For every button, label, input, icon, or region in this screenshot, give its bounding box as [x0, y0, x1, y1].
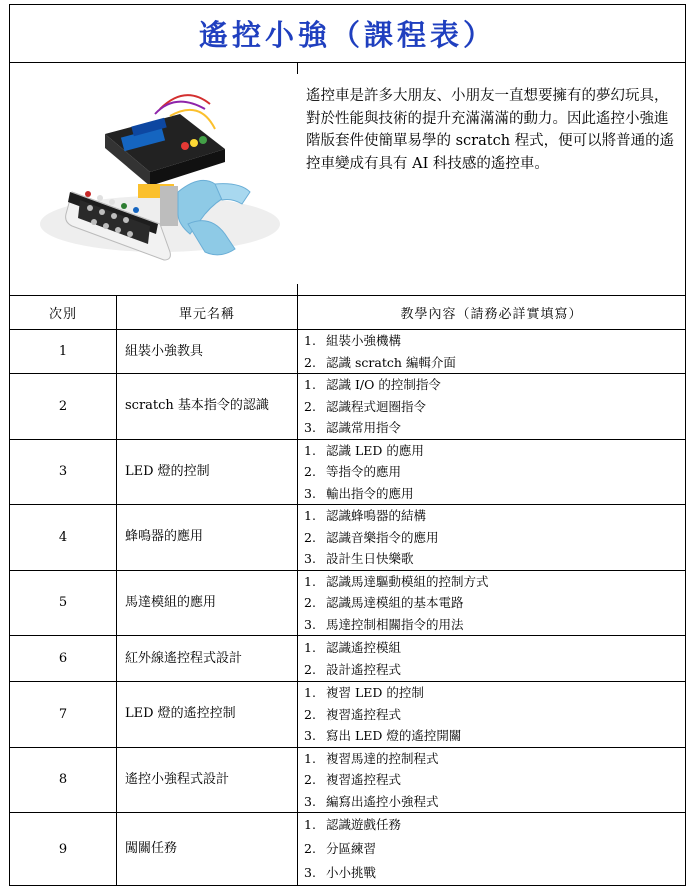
lesson-item: 1. 認識遊戲任務: [304, 817, 402, 832]
lesson-items: [298, 813, 686, 886]
row-number: 9: [10, 813, 117, 886]
intro-row: [10, 63, 686, 296]
row-number: 4: [10, 505, 117, 571]
lesson-items: [298, 570, 686, 636]
title-cell: [10, 5, 686, 63]
table-row: [10, 570, 686, 636]
lesson-item: 1. 認識馬達驅動模組的控制方式: [304, 573, 489, 589]
lesson-item: 1. 複習 LED 的控制: [304, 685, 424, 700]
header-row: [10, 296, 686, 330]
lesson-item: 1. 認識 I/O 的控制指令: [304, 377, 441, 392]
unit-name: 遙控小強程式設計: [117, 747, 298, 813]
unit-name: LED 燈的控制: [117, 439, 298, 505]
lesson-item: 2. 分區練習: [304, 841, 377, 856]
table-row: [10, 439, 686, 505]
lesson-item: 2. 複習遙控程式: [304, 772, 402, 787]
row-number: 2: [10, 374, 117, 440]
lesson-item: 2. 認識程式迴圈指令: [304, 398, 427, 414]
table-row: [10, 374, 686, 440]
table-row: [10, 813, 686, 886]
robot-car-photo: [10, 74, 298, 284]
lesson-items: [298, 439, 686, 505]
unit-name: 組裝小強教具: [117, 330, 298, 374]
lesson-item: 2. 複習遙控程式: [304, 706, 402, 722]
lesson-item: 1. 認識蜂鳴器的結構: [304, 508, 427, 523]
header-no: 次別: [10, 296, 117, 330]
row-number: 6: [10, 636, 117, 682]
intro-text: 遙控車是許多大朋友、小朋友一直想要擁有的夢幻玩具，對於性能與技術的提升充滿滿滿的動力。因此遙控小強進階版套件使簡單易學的 scratch 程式，便可以將普通的遙控車變成有具有 AI 科技感的遙控車。: [298, 63, 686, 296]
header-unit: 單元名稱: [117, 296, 298, 330]
lesson-items: [298, 747, 686, 813]
lesson-items: [298, 330, 686, 374]
header-content: 教學內容（請務必詳實填寫）: [298, 296, 686, 330]
unit-name: scratch 基本指令的認識: [117, 374, 298, 440]
table-row: [10, 747, 686, 813]
row-number: 7: [10, 682, 117, 748]
row-number: 3: [10, 439, 117, 505]
table-row: [10, 682, 686, 748]
lesson-item: 3. 認識常用指令: [304, 420, 402, 435]
lesson-item: 2. 認識音樂指令的應用: [304, 529, 439, 545]
lesson-items: [298, 505, 686, 571]
lesson-item: 2. 等指令的應用: [304, 464, 402, 479]
table-row: [10, 330, 686, 374]
lesson-item: 3. 馬達控制相關指令的用法: [304, 616, 464, 632]
photo-cell: [10, 63, 298, 296]
lesson-item: 3. 輸出指令的應用: [304, 485, 414, 501]
lesson-item: 1. 認識 LED 的應用: [304, 442, 424, 458]
lesson-items: [298, 682, 686, 748]
lesson-items: [298, 374, 686, 440]
row-number: 5: [10, 570, 117, 636]
unit-name: 馬達模組的應用: [117, 570, 298, 636]
unit-name: 蜂鳴器的應用: [117, 505, 298, 571]
course-table: [9, 4, 686, 886]
lesson-item: 3. 編寫出遙控小強程式: [304, 793, 439, 809]
page-title: 遙控小強（課程表）: [199, 18, 497, 52]
unit-name: 紅外線遙控程式設計: [117, 636, 298, 682]
unit-name: LED 燈的遙控控制: [117, 682, 298, 748]
lesson-item: 2. 認識馬達模組的基本電路: [304, 595, 464, 610]
lesson-item: 1. 認識遙控模組: [304, 640, 402, 655]
title-row: [10, 5, 686, 63]
unit-name: 闖關任務: [117, 813, 298, 886]
row-number: 1: [10, 330, 117, 374]
table-row: [10, 636, 686, 682]
lesson-items: [298, 636, 686, 682]
lesson-item: 3. 設計生日快樂歌: [304, 551, 414, 566]
lesson-item: 1. 複習馬達的控制程式: [304, 750, 439, 766]
lesson-item: 2. 認識 scratch 編輯介面: [304, 354, 456, 370]
lesson-item: 3. 寫出 LED 燈的遙控開關: [304, 728, 462, 743]
lesson-item: 1. 組裝小強機構: [304, 333, 402, 348]
lesson-item: 2. 設計遙控程式: [304, 661, 402, 677]
lesson-item: 3. 小小挑戰: [304, 865, 377, 880]
row-number: 8: [10, 747, 117, 813]
table-row: [10, 505, 686, 571]
